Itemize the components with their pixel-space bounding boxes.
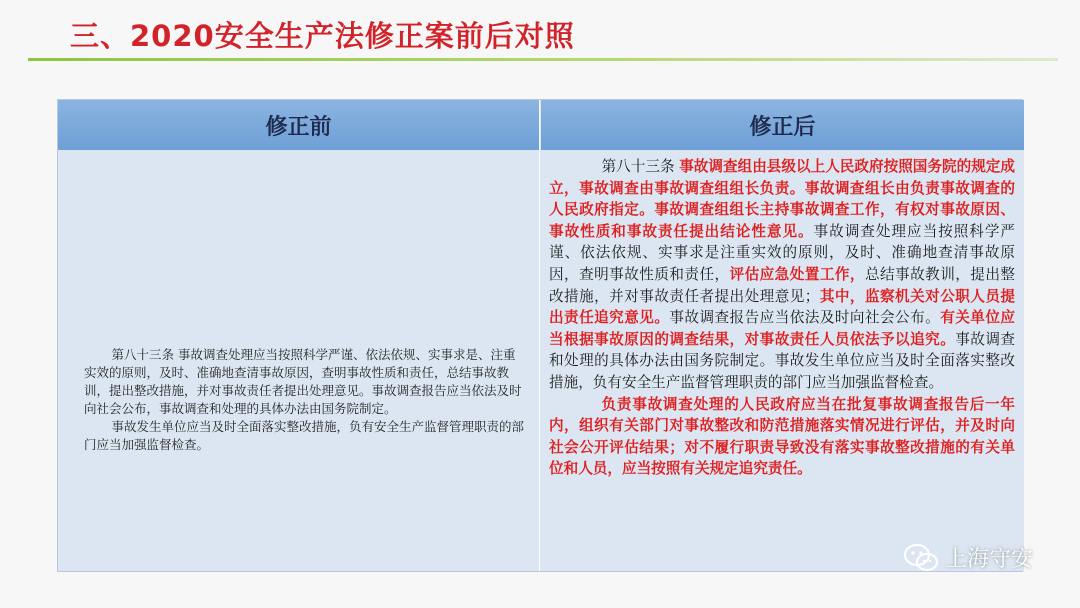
after-text-segment: 事故调查报告应当依法及时向社会公布。 [669,309,941,327]
watermark [903,542,1033,573]
slide-title: 三、2020安全生产法修正案前后对照 [70,19,575,53]
amendment-highlight: 事故调查组由县级以上人民政府按照国务院的规定成立，事故调查由事故调查组组长负责。事故调查组长由负责事故调查的人民政府指定。事故调查组组长主持事故调查工作，有权对事故原因、事故性质和事故责任提出结论性意见。 [549,158,1015,240]
title-underline [28,58,1058,61]
after-text-segment: 事故调查处理应当按照科学严谨、依法依规、实事求是注重实效的原则，及时、准确地查清事故原因，查明事故性质和责任， [549,222,1015,283]
header-after: 修正后 [541,100,1024,150]
header-before: 修正前 [58,100,540,150]
after-paragraph-1 [549,156,1015,394]
column-after [541,150,1024,571]
after-paragraph-2 [549,394,1015,480]
amendment-highlight: 其中，监察机关对公职人员提出责任追究意见。 [549,287,1015,327]
column-before [58,150,540,571]
amendment-highlight: 评估应急处置工作， [729,265,865,283]
wechat-icon [903,543,939,573]
comparison-table [57,99,1023,572]
after-text-segment: 事故调查和处理的具体办法由国务院制定。事故发生单位应当及时全面落实整改措施，负有安全生产监督管理职责的部门应当加强监督检查。 [549,330,1015,391]
amendment-highlight: 负责事故调查处理的人民政府应当在批复事故调查报告后一年内，组织有关部门对事故整改和防范措施落实情况进行评估，并及时向社会公开评估结果；对不履行职责导致没有落实事故整改措施的有关单位和人员，应当按照有关规定追究责任。 [549,395,1015,478]
after-text-segment: 总结事故教训，提出整改措施，并对事故责任者提出处理意见； [549,265,1015,305]
before-text [84,346,524,454]
before-paragraph-1: 第八十三条 事故调查处理应当按照科学严谨、依法依规、实事求是、注重实效的原则，及时、准确地查清事故原因，查明事故性质和责任，总结事故教训，提出整改措施，并对事故责任者提出处理意见。事故调查报告应当依法及时向社会公布，事故调查和处理的具体办法由国务院制定。 [84,347,522,416]
after-text [549,156,1015,480]
watermark-text: 上海守安 [945,547,1034,572]
article-number: 第八十三条 [601,158,680,175]
before-paragraph-2: 事故发生单位应当及时全面落实整改措施，负有安全生产监督管理职责的部门应当加强监督检查。 [84,419,525,452]
amendment-highlight: 有关单位应当根据事故原因的调查结果，对事故责任人员依法予以追究。 [549,309,1015,348]
